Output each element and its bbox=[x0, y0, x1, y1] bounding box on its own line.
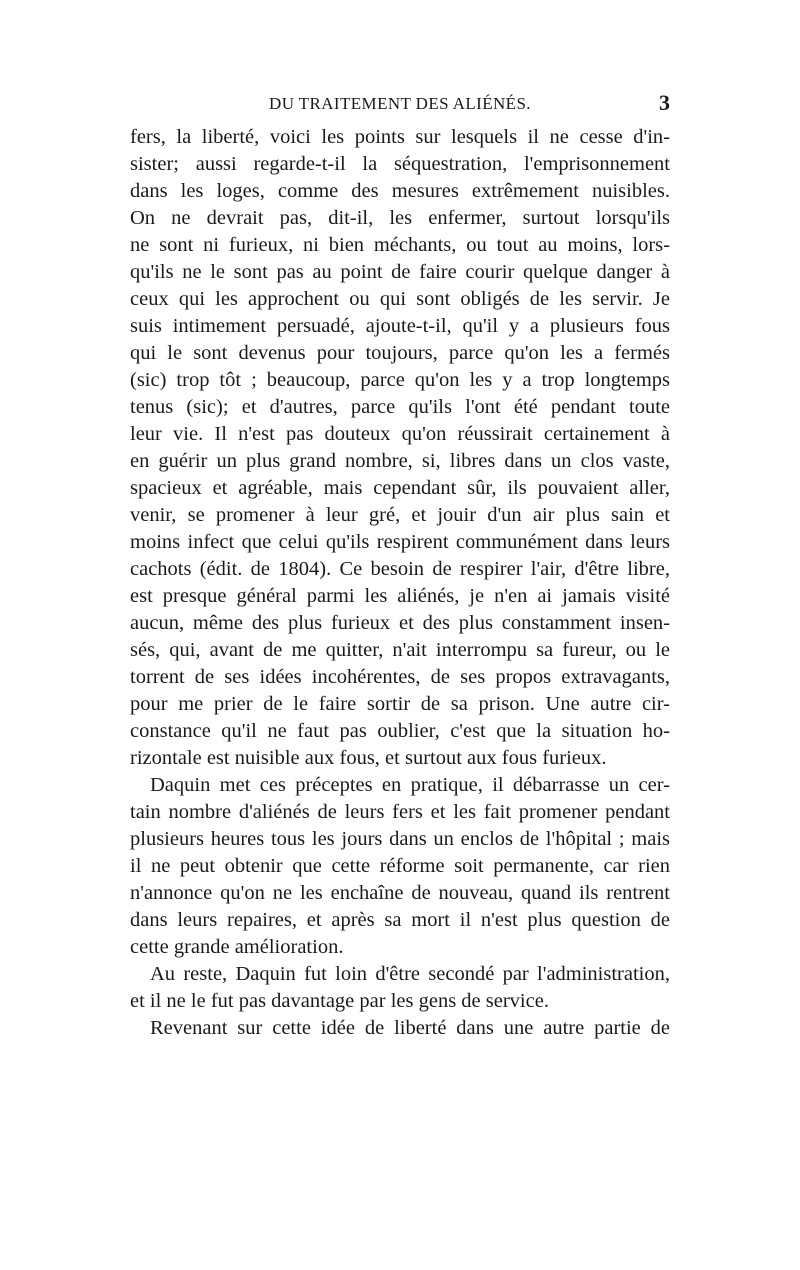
paragraph bbox=[130, 1015, 670, 1042]
text-line: pour me prier de le faire sortir de sa prison. Une autre cir- bbox=[130, 693, 670, 715]
text-line: qu'ils ne le sont pas au point de faire courir quelque danger à bbox=[130, 261, 670, 283]
text-line: dans les loges, comme des mesures extrêmement nuisibles. bbox=[130, 180, 670, 202]
text-line: tenus (sic); et d'autres, parce qu'ils l'ont été pendant toute bbox=[130, 396, 670, 418]
paragraph bbox=[130, 961, 670, 1015]
paragraph bbox=[130, 772, 670, 961]
text-line: est presque général parmi les aliénés, je n'en ai jamais visité bbox=[130, 585, 670, 607]
text-line: Au reste, Daquin fut loin d'être secondé par l'administration, bbox=[150, 963, 670, 985]
text-line: et il ne le fut pas davantage par les gens de service. bbox=[130, 990, 549, 1012]
text-line: Revenant sur cette idée de liberté dans une autre partie de bbox=[150, 1017, 670, 1039]
page-header bbox=[130, 90, 670, 118]
text-line: aucun, même des plus furieux et des plus constamment insen- bbox=[130, 612, 670, 634]
text-line: venir, se promener à leur gré, et jouir d'un air plus sain et bbox=[130, 504, 670, 526]
text-line: plusieurs heures tous les jours dans un enclos de l'hôpital ; mais bbox=[130, 828, 670, 850]
text-line: On ne devrait pas, dit-il, les enfermer, surtout lorsqu'ils bbox=[130, 207, 670, 229]
page-number: 3 bbox=[659, 90, 670, 115]
text-line: rizontale est nuisible aux fous, et surtout aux fous furieux. bbox=[130, 747, 607, 769]
text-line: suis intimement persuadé, ajoute-t-il, qu'il y a plusieurs fous bbox=[130, 315, 670, 337]
running-title: DU TRAITEMENT DES ALIÉNÉS. bbox=[269, 94, 531, 113]
text-line: Daquin met ces préceptes en pratique, il débarrasse un cer- bbox=[150, 774, 670, 796]
text-line: constance qu'il ne faut pas oublier, c'est que la situation ho- bbox=[130, 720, 670, 742]
text-line: ceux qui les approchent ou qui sont obligés de les servir. Je bbox=[130, 288, 670, 310]
text-line: tain nombre d'aliénés de leurs fers et les fait promener pendant bbox=[130, 801, 670, 823]
text-line: spacieux et agréable, mais cependant sûr, ils pouvaient aller, bbox=[130, 477, 670, 499]
text-line: ne sont ni furieux, ni bien méchants, ou tout au moins, lors- bbox=[130, 234, 670, 256]
text-line: dans leurs repaires, et après sa mort il n'est plus question de bbox=[130, 909, 670, 931]
text-line: fers, la liberté, voici les points sur lesquels il ne cesse d'in- bbox=[130, 126, 670, 148]
text-line: qui le sont devenus pour toujours, parce qu'on les a fermés bbox=[130, 342, 670, 364]
text-line: n'annonce qu'on ne les enchaîne de nouveau, quand ils rentrent bbox=[130, 882, 670, 904]
text-line: sés, qui, avant de me quitter, n'ait interrompu sa fureur, ou le bbox=[130, 639, 670, 661]
text-line: sister; aussi regarde-t-il la séquestration, l'emprisonnement bbox=[130, 153, 670, 175]
text-line: cette grande amélioration. bbox=[130, 936, 344, 958]
text-line: moins infect que celui qu'ils respirent communément dans leurs bbox=[130, 531, 670, 553]
body-text bbox=[130, 124, 670, 1042]
text-line: cachots (édit. de 1804). Ce besoin de respirer l'air, d'être libre, bbox=[130, 558, 670, 580]
paragraph bbox=[130, 124, 670, 772]
text-line: il ne peut obtenir que cette réforme soit permanente, car rien bbox=[130, 855, 670, 877]
text-line: (sic) trop tôt ; beaucoup, parce qu'on les y a trop longtemps bbox=[130, 369, 670, 391]
text-line: leur vie. Il n'est pas douteux qu'on réussirait certainement à bbox=[130, 423, 670, 445]
text-line: en guérir un plus grand nombre, si, libres dans un clos vaste, bbox=[130, 450, 670, 472]
text-line: torrent de ses idées incohérentes, de ses propos extravagants, bbox=[130, 666, 670, 688]
